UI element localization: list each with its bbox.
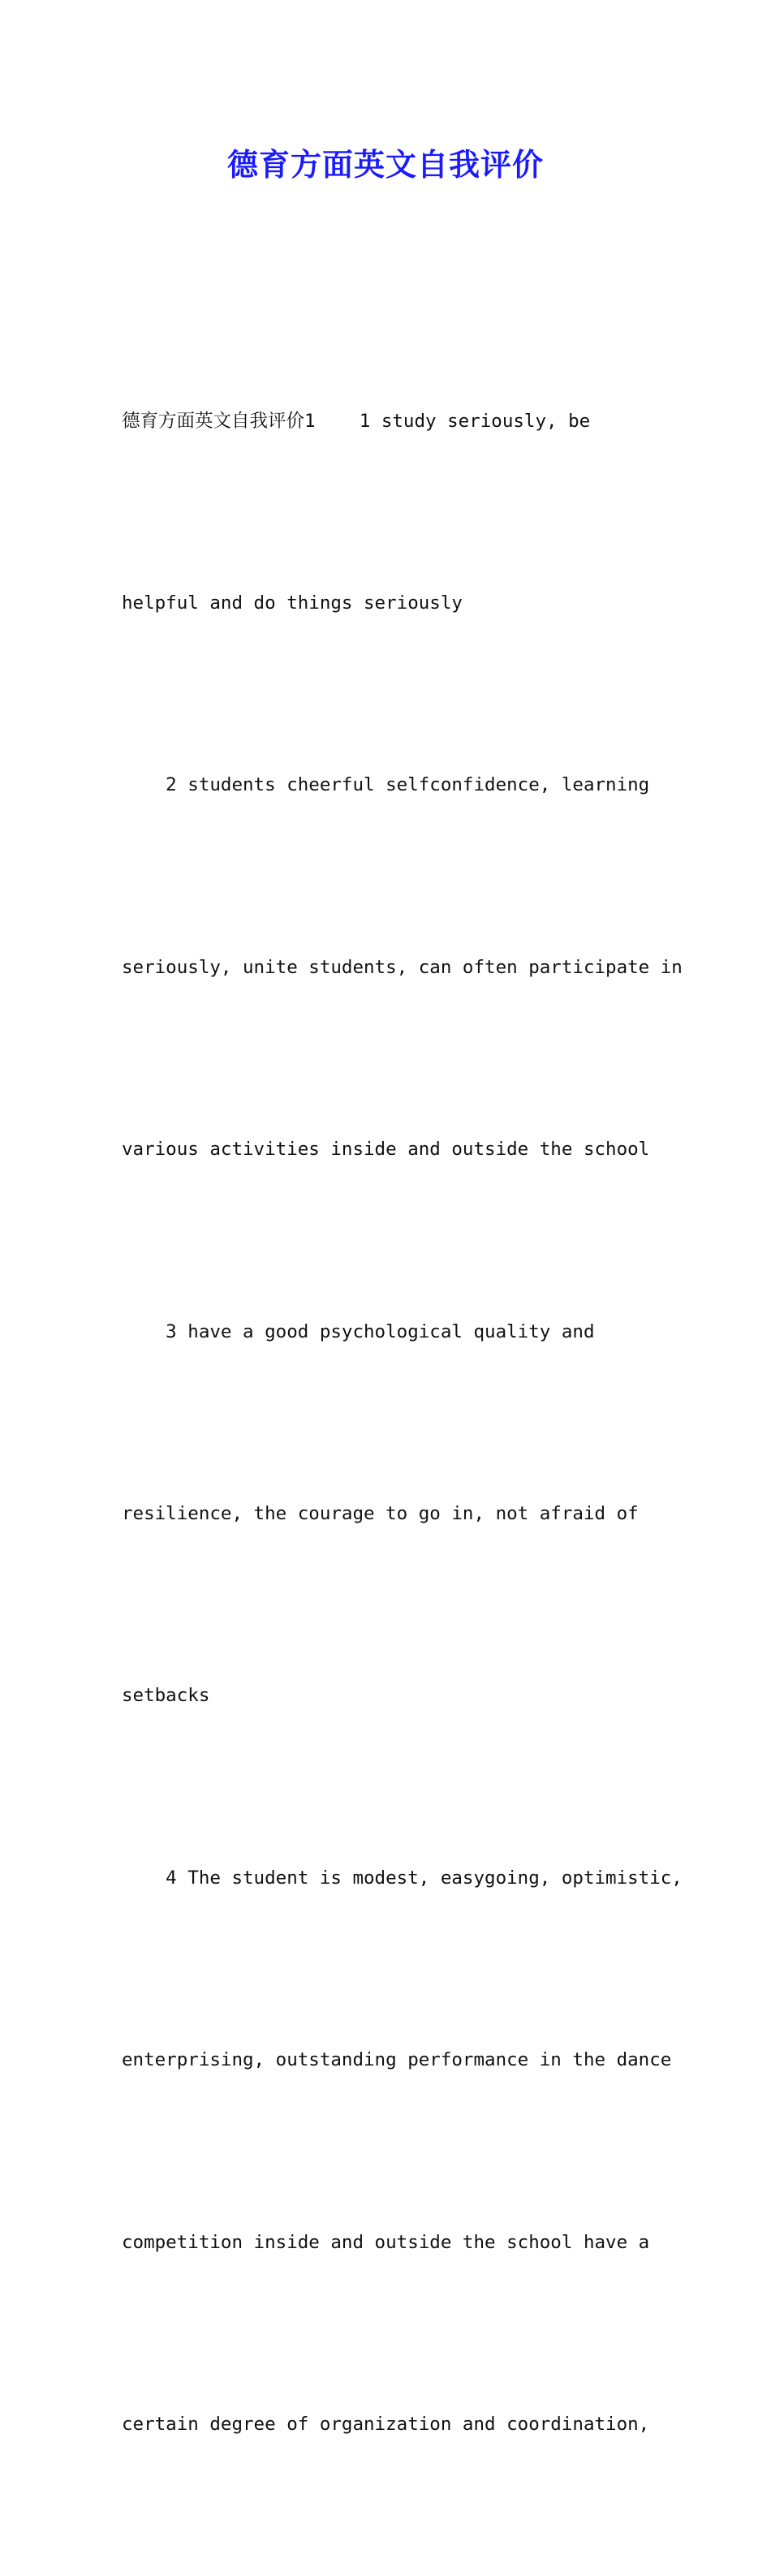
document-title: 德育方面英文自我评价 <box>226 146 544 183</box>
body-line: resilience, the courage to go in, not afraid of <box>122 1502 639 1524</box>
body-line: various activities inside and outside the school <box>122 1139 650 1161</box>
document-body <box>122 269 683 2576</box>
body-line: enterprising, outstanding performance in the dance <box>122 2049 672 2071</box>
body-line: seriously, unite students, can often participate in <box>122 956 683 978</box>
body-line: certain degree of organization and coordination, <box>122 2413 650 2435</box>
body-line: 3 have a good psychological quality and <box>122 1320 595 1342</box>
body-line: competition inside and outside the school have a <box>122 2231 650 2253</box>
body-line: setbacks <box>122 1685 210 1707</box>
body-line: helpful and do things seriously <box>122 592 463 614</box>
body-line: 4 The student is modest, easygoing, optimistic, <box>122 1867 683 1889</box>
body-line: 德育方面英文自我评价1 1 study seriously, be <box>122 410 591 432</box>
body-line: 2 students cheerful selfconfidence, learning <box>122 774 650 796</box>
